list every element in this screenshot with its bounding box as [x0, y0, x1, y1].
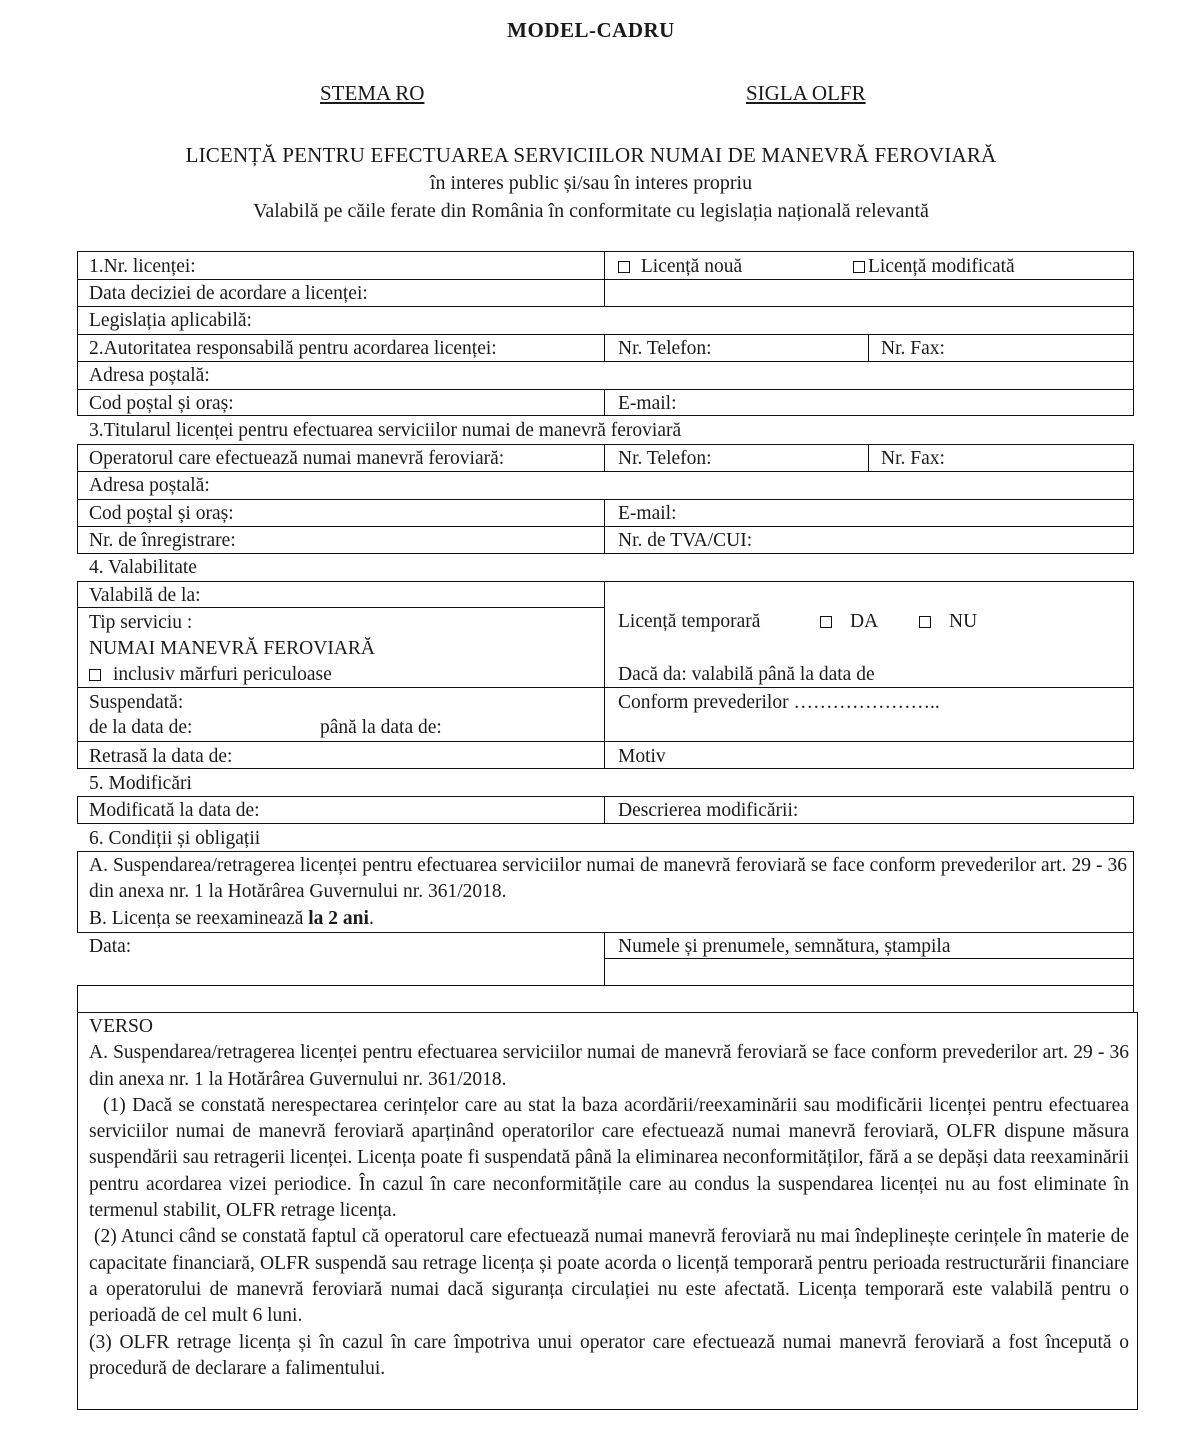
- authority-address-label: Adresa poștală:: [89, 365, 210, 386]
- vat-number-label: Nr. de TVA/CUI:: [618, 530, 753, 551]
- coat-of-arms-placeholder: STEMA RO: [320, 81, 425, 105]
- modified-date-label: Modificată la data de:: [89, 800, 260, 821]
- license-title: LICENȚĂ PENTRU EFECTUAREA SERVICIILOR NUMAI DE MANEVRĂ FEROVIARĂ: [185, 143, 997, 167]
- section-4-heading: 4. Valabilitate: [89, 557, 197, 578]
- temporary-no-option[interactable]: NU: [919, 610, 977, 634]
- temporary-license-label: Licență temporară: [618, 611, 761, 632]
- suspended-label: Suspendată:: [89, 692, 184, 713]
- authority-phone-label: Nr. Telefon:: [618, 338, 712, 359]
- checkbox-icon[interactable]: [820, 616, 832, 628]
- verso-paragraph-3: (3) OLFR retrage licența și în cazul în care împotriva unui operator care efectuează numai manevră feroviară a fost începută o procedură de declarare a falimentului.: [89, 1331, 1129, 1379]
- license-subtitle-2: Valabilă pe căile ferate din România în conformitate cu legislația națională relevantă: [253, 200, 929, 222]
- section-5-heading: 5. Modificări: [89, 773, 192, 794]
- operator-fax-label: Nr. Fax:: [881, 448, 945, 469]
- section-6-heading: 6. Condiții și obligații: [89, 828, 261, 849]
- document-title: MODEL-CADRU: [507, 18, 675, 42]
- verso-paragraph-2: (2) Atunci când se constată faptul că operatorul care efectuează numai manevră feroviară nu mai îndeplinește cerințele în materie de capacitate financiară, OLFR suspendă sau retrage licența și poate acorda o licență temporară pentru perioada restructurării financiare a operatorului de manevră feroviară numai dacă siguranța circulației nu este afectată. Licența temporară este valabilă pentru o perioadă de cel mult 6 luni.: [89, 1226, 1129, 1327]
- checkbox-icon[interactable]: [853, 261, 865, 273]
- withdrawn-date-label: Retrasă la data de:: [89, 746, 233, 767]
- verso-heading: VERSO: [89, 1016, 153, 1037]
- olfr-logo-placeholder: SIGLA OLFR: [746, 81, 866, 105]
- applicable-law-label: Legislația aplicabilă:: [89, 310, 252, 331]
- new-license-option[interactable]: Licență nouă: [618, 255, 742, 279]
- operator-label: Operatorul care efectuează numai manevră feroviară:: [89, 448, 505, 469]
- checkbox-icon[interactable]: [919, 616, 931, 628]
- operator-phone-label: Nr. Telefon:: [618, 448, 712, 469]
- checkbox-icon[interactable]: [618, 261, 630, 273]
- date-label: Data:: [89, 936, 132, 957]
- suspended-until-label: până la data de:: [320, 717, 442, 738]
- operator-postal-code-label: Cod poștal și oraș:: [89, 503, 234, 524]
- verso-text: [89, 1014, 1129, 1382]
- operator-email-label: E-mail:: [618, 503, 677, 524]
- license-number-label: 1.Nr. licenței:: [89, 256, 196, 277]
- operator-address-label: Adresa poștală:: [89, 475, 210, 496]
- decision-date-label: Data deciziei de acordare a licenței:: [89, 283, 368, 304]
- temporary-yes-option[interactable]: DA: [820, 610, 878, 634]
- section-3-heading: 3.Titularul licenței pentru efectuarea serviciilor numai de manevră feroviară: [89, 420, 682, 441]
- verso-paragraph-1: (1) Dacă se constată nerespectarea cerințelor care au stat la baza acordării/reexaminării sau modificării licenței pentru efectuarea serviciilor numai de manevră feroviară aparținând operatorilor care efectuează numai manevră feroviară, OLFR dispune măsura suspendării sau retragerii licenței. Licența poate fi suspendată până la eliminarea neconformităților, fără a se depăși data reexaminării pentru acordarea vizei periodice. În cazul în care neconformitățile care au condus la suspendarea licenței nu au fost eliminate în termenul stabilit, OLFR retrage licența.: [89, 1094, 1129, 1222]
- authority-postal-code-label: Cod poștal și oraș:: [89, 393, 234, 414]
- service-type-value: NUMAI MANEVRĂ FEROVIARĂ: [89, 638, 376, 659]
- withdrawn-reason-label: Motiv: [618, 746, 666, 767]
- authority-label: 2.Autoritatea responsabilă pentru acordarea licenței:: [89, 338, 497, 359]
- according-to-label: Conform prevederilor …………………..: [618, 692, 940, 713]
- authority-fax-label: Nr. Fax:: [881, 338, 945, 359]
- registration-number-label: Nr. de înregistrare:: [89, 530, 236, 551]
- modification-description-label: Descrierea modificării:: [618, 800, 799, 821]
- condition-a: A. Suspendarea/retragerea licenței pentru efectuarea serviciilor numai de manevră feroviară se face conform prevederilor art. 29 - 36 din anexa nr. 1 la Hotărârea Guvernului nr. 361/2018.: [89, 855, 1127, 903]
- service-type-label: Tip serviciu :: [89, 612, 193, 633]
- dangerous-goods-option[interactable]: inclusiv mărfuri periculoase: [89, 663, 332, 687]
- checkbox-icon[interactable]: [89, 669, 101, 681]
- authority-email-label: E-mail:: [618, 393, 677, 414]
- signature-label: Numele și prenumele, semnătura, ștampila: [618, 936, 951, 957]
- license-subtitle-1: în interes public și/sau în interes propriu: [429, 172, 753, 194]
- conditions-text: [89, 853, 1127, 932]
- valid-until-label: Dacă da: valabilă până la data de: [618, 664, 875, 685]
- modified-license-option[interactable]: Licență modificată: [853, 255, 1015, 279]
- suspended-from-label: de la data de:: [89, 717, 193, 738]
- verso-paragraph-a: A. Suspendarea/retragerea licenței pentru efectuarea serviciilor numai de manevră feroviară se face conform prevederilor art. 29 - 36 din anexa nr. 1 la Hotărârea Guvernului nr. 361/2018.: [89, 1042, 1129, 1090]
- condition-b: B. Licența se reexaminează la 2 ani.: [89, 907, 374, 929]
- valid-from-label: Valabilă de la:: [89, 585, 201, 606]
